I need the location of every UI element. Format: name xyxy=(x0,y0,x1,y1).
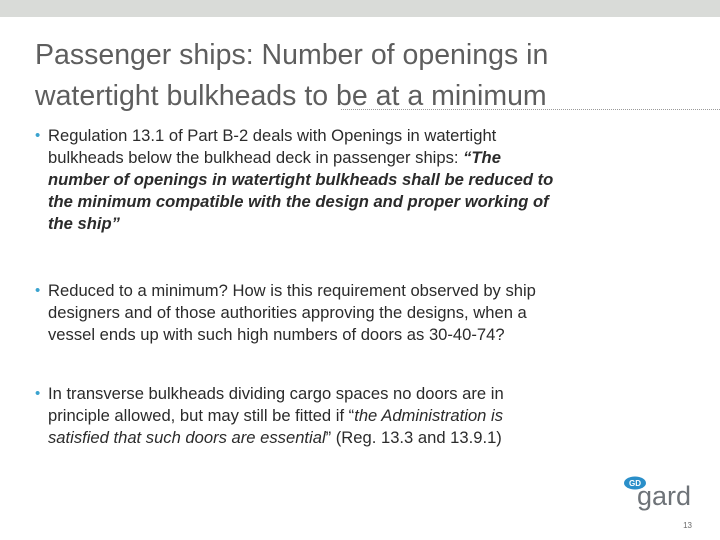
bullet-text-run: the Administration is xyxy=(354,406,503,425)
title-divider xyxy=(341,109,720,110)
top-band xyxy=(0,0,720,17)
gard-logo xyxy=(621,472,701,512)
slide-title-line-2: watertight bulkheads to be at a minimum xyxy=(35,80,547,112)
slide-title-line-1: Passenger ships: Number of openings in xyxy=(35,39,549,71)
bullet-text-run: Reduced to a minimum? How is this requirement observed by ship xyxy=(48,281,536,300)
bullet-item-reduced-minimum xyxy=(35,280,675,346)
bullet-text-run: satisfied that such doors are essential xyxy=(48,428,326,447)
bullet-line xyxy=(35,302,675,324)
bullet-line xyxy=(35,405,675,427)
bullet-dot-icon: • xyxy=(35,385,41,402)
bullet-line xyxy=(35,213,675,235)
gard-logo-icon xyxy=(621,472,701,512)
bullet-line xyxy=(35,427,675,449)
bullet-text-run: the minimum compatible with the design and proper working of xyxy=(48,192,549,211)
slide-number: 13 xyxy=(683,521,692,530)
slide-title xyxy=(35,35,695,117)
bullet-text-run: Regulation 13.1 of Part B-2 deals with Openings in watertight xyxy=(48,126,497,145)
bullet-item-regulation xyxy=(35,125,675,235)
bullet-text-run: principle allowed, but may still be fitted if “ xyxy=(48,406,355,425)
bullet-text-run: In transverse bulkheads dividing cargo spaces no doors are in xyxy=(48,384,504,403)
bullet-text-run: “The xyxy=(463,148,501,167)
bullet-line xyxy=(35,191,675,213)
logo-badge-text: GD xyxy=(629,479,641,488)
bullet-line xyxy=(35,147,675,169)
bullet-text-run: the ship” xyxy=(48,214,120,233)
logo-wordmark: gard xyxy=(637,481,692,511)
bullet-text-run: designers and of those authorities approving the designs, when a xyxy=(48,303,527,322)
bullet-line xyxy=(35,324,675,346)
bullet-line xyxy=(35,125,675,147)
bullet-dot-icon: • xyxy=(35,282,41,299)
bullet-line xyxy=(35,280,675,302)
bullet-text-run: number of openings in watertight bulkheads shall be reduced to xyxy=(48,170,554,189)
bullet-line xyxy=(35,169,675,191)
bullet-text-run: bulkheads below the bulkhead deck in passenger ships: xyxy=(48,148,464,167)
bullet-text-run: ” (Reg. 13.3 and 13.9.1) xyxy=(325,428,502,447)
bullet-line xyxy=(35,383,675,405)
bullet-item-transverse-bulkheads xyxy=(35,383,675,449)
bullet-dot-icon: • xyxy=(35,127,41,144)
bullet-text-run: vessel ends up with such high numbers of doors as 30-40-74? xyxy=(48,325,505,344)
